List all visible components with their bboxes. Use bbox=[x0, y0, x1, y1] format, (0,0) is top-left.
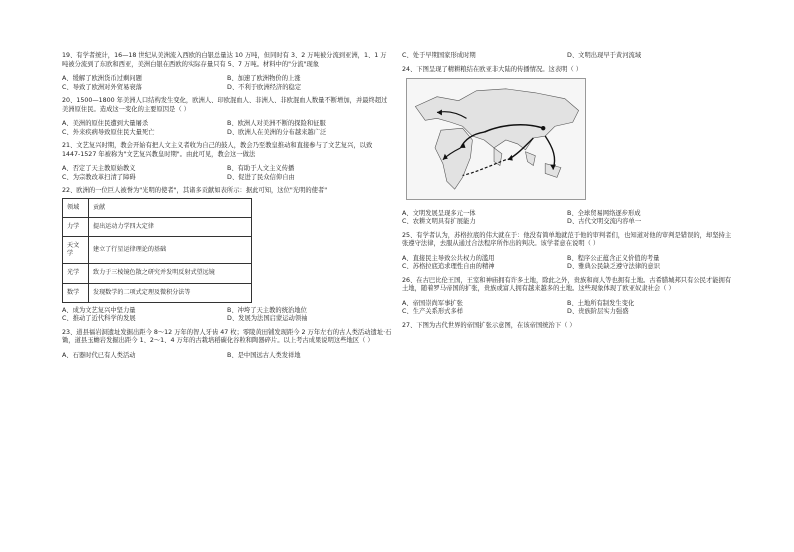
question-22-text: 22、欧洲的一位巨人被誉为"光明的使者"，其诸多贡献如表所示：据此可知，这位"光明的使者" bbox=[62, 187, 328, 194]
table-row bbox=[63, 236, 252, 263]
question-23-options-continued bbox=[402, 52, 732, 61]
table-row bbox=[63, 217, 252, 236]
table-cell: 力学 bbox=[63, 217, 89, 236]
question-21-options bbox=[62, 165, 392, 182]
option-d: D、贵族阶层实力强盛 bbox=[567, 308, 629, 315]
option-b: B、是中国远古人类发祥地 bbox=[227, 351, 301, 359]
option-d: D、促进了民众信仰自由 bbox=[227, 173, 295, 181]
option-c: C、为宗教改革扫清了障碍 bbox=[62, 173, 136, 181]
question-27-text: 27、下图为古代世界的帝国扩张示意图，在该帝国统治下（ ） bbox=[402, 321, 576, 329]
table-cell: 发现数学的二项式定理及微积分法等 bbox=[89, 283, 252, 302]
question-23-text: 23、道县福岩洞遗址发掘出距今 8～12 万年的智人牙齿 47 枚；零陵黄田铺发现距今 2 万年左右的古人类活动遗址·石锄，道县玉蟾岩发掘出距今 1、2～1、4 万年的古栽培稻碳化谷粒和陶器碎片。以上考古成果说明这些地区（ ） bbox=[62, 328, 392, 345]
option-c: C、导致了欧洲对外贸易衰落 bbox=[62, 83, 142, 91]
option-c: C、农耕文明具有扩展能力 bbox=[402, 218, 476, 225]
option-b: B、全球贸易网络逐步形成 bbox=[567, 209, 641, 217]
option-a: A、成为文艺复兴中坚力量 bbox=[62, 306, 136, 314]
question-25-options bbox=[402, 255, 732, 272]
origin-marker bbox=[541, 126, 545, 130]
left-column bbox=[62, 52, 392, 365]
option-c: C、推动了近代科学的发展 bbox=[62, 315, 136, 323]
option-c: C、处于早期国家形成时期 bbox=[402, 52, 476, 59]
table-header-cell: 贡献 bbox=[89, 198, 252, 217]
option-b: B、冲垮了天主教的统治地位 bbox=[227, 306, 307, 314]
question-26-text: 26、在古巴比伦王国，王室和神庙拥有许多土地，除此之外，贵族和商人等也拥有土地。古希腊城邦只有公民才能拥有土地，随着罗马帝国的扩张，贵族或富人拥有越来越多的土地。这些现象体现了欧亚奴隶社会（ ） bbox=[402, 276, 732, 292]
question-21 bbox=[62, 142, 392, 182]
option-d: D、不利于欧洲经济的稳定 bbox=[227, 83, 302, 91]
table-cell: 数学 bbox=[63, 283, 89, 302]
table-cell: 致力于三棱镜色散之研究并发明反射式望远镜 bbox=[89, 264, 252, 283]
option-d: D、文明出现早于黄河流域 bbox=[567, 52, 642, 59]
question-24-text: 24、下图呈现了精耕粮结在欧亚非大陆的传播情况。这表明（ ） bbox=[402, 65, 583, 73]
question-20 bbox=[62, 97, 392, 137]
table-row bbox=[63, 283, 252, 302]
option-b: B、程序公正蕴含正义价值的考量 bbox=[567, 254, 660, 262]
question-20-text: 20、1500—1800 年美洲人口结构发生变化，欧洲人、印欧混血人、非洲人、非欧混血人数量不断增加，并最终超过美洲原住民。造成这一变化的主要原因是（ ） bbox=[62, 97, 388, 113]
question-25 bbox=[402, 232, 732, 272]
question-20-options bbox=[62, 120, 392, 137]
question-24-options bbox=[402, 210, 732, 227]
table-header-row bbox=[63, 198, 252, 217]
table-row bbox=[63, 264, 252, 283]
question-27 bbox=[402, 322, 732, 331]
question-22-options bbox=[62, 307, 392, 324]
option-d: D、发展为法国启蒙运动领袖 bbox=[227, 315, 308, 323]
question-25-text: 25、有学者认为，苏格拉底的伟大就在于：他没有简单地就范于他的审判者们，也知道对他的审判是错误的，却坚持主张遵守法律，去服从通过合法程序所作出的判决。该学者意在说明（ ） bbox=[402, 231, 732, 247]
question-23 bbox=[62, 329, 392, 361]
option-d: D、欧洲人在美洲的分布越来越广泛 bbox=[227, 128, 327, 136]
question-23-options bbox=[62, 352, 392, 361]
table-cell: 天文学 bbox=[63, 236, 89, 263]
question-19 bbox=[62, 52, 392, 92]
contribution-table bbox=[62, 198, 252, 303]
table-header-cell: 领域 bbox=[63, 198, 89, 217]
option-b: B、欧洲人对美洲不断的探险和征服 bbox=[227, 120, 326, 127]
option-c: C、苏格拉底追求理性自由的精神 bbox=[402, 263, 495, 270]
question-24 bbox=[402, 66, 732, 227]
rice-spread-map bbox=[406, 78, 586, 200]
right-column bbox=[402, 52, 732, 333]
question-21-text: 21、文艺复兴时期，教会开始有把人文主义者收为自己的鼓人，教会乃至教皇推动和直接参与了文艺复兴，以致 1447-1527 年被称为"文艺复兴教皇时期"。由此可见，教会这一做法 bbox=[62, 142, 373, 158]
table-cell: 提出运动力学四大定律 bbox=[89, 217, 252, 236]
question-19-text: 19、有学者统计，16—18 世纪从美洲流入西欧的白银总量达 10 万吨，但同时有 3、2 万吨被分流到亚洲，1、1 万吨被分流到了东欧和西亚，美洲白银在西欧的实际存量只有 5、7 万吨。材料中的"分流"现象 bbox=[62, 52, 387, 68]
option-c: C、生产关系形式多样 bbox=[402, 308, 464, 315]
question-26 bbox=[402, 277, 732, 317]
question-19-options bbox=[62, 75, 392, 92]
question-22 bbox=[62, 187, 392, 324]
option-a: A、帝国崇尚军事扩张 bbox=[402, 299, 463, 307]
question-26-options bbox=[402, 300, 732, 317]
option-b: B、有助于人文主义传播 bbox=[227, 165, 295, 172]
table-cell: 建立了行星运律理论的基础 bbox=[89, 236, 252, 263]
option-a: A、文明发展呈现多元一体 bbox=[402, 209, 476, 217]
option-d: D、雅典公民缺乏遵守法律的意识 bbox=[567, 263, 661, 270]
option-a: A、缓解了欧洲货币过剩问题 bbox=[62, 75, 142, 82]
option-a: A、直接民主导致公共权力的滥用 bbox=[402, 254, 495, 262]
option-a: A、美洲的原住民遭到大量屠杀 bbox=[62, 120, 149, 127]
option-a: A、石器时代已有人类活动 bbox=[62, 351, 136, 359]
option-d: D、古代文明交流内容单一 bbox=[567, 218, 642, 225]
table-cell: 光学 bbox=[63, 264, 89, 283]
option-b: B、土地所有制发生变化 bbox=[567, 299, 635, 307]
option-a: A、否定了天主教原始教义 bbox=[62, 165, 136, 172]
option-c: C、外来疾病导致原住民大量死亡 bbox=[62, 128, 155, 136]
option-b: B、加速了欧洲物价的上涨 bbox=[227, 75, 301, 82]
